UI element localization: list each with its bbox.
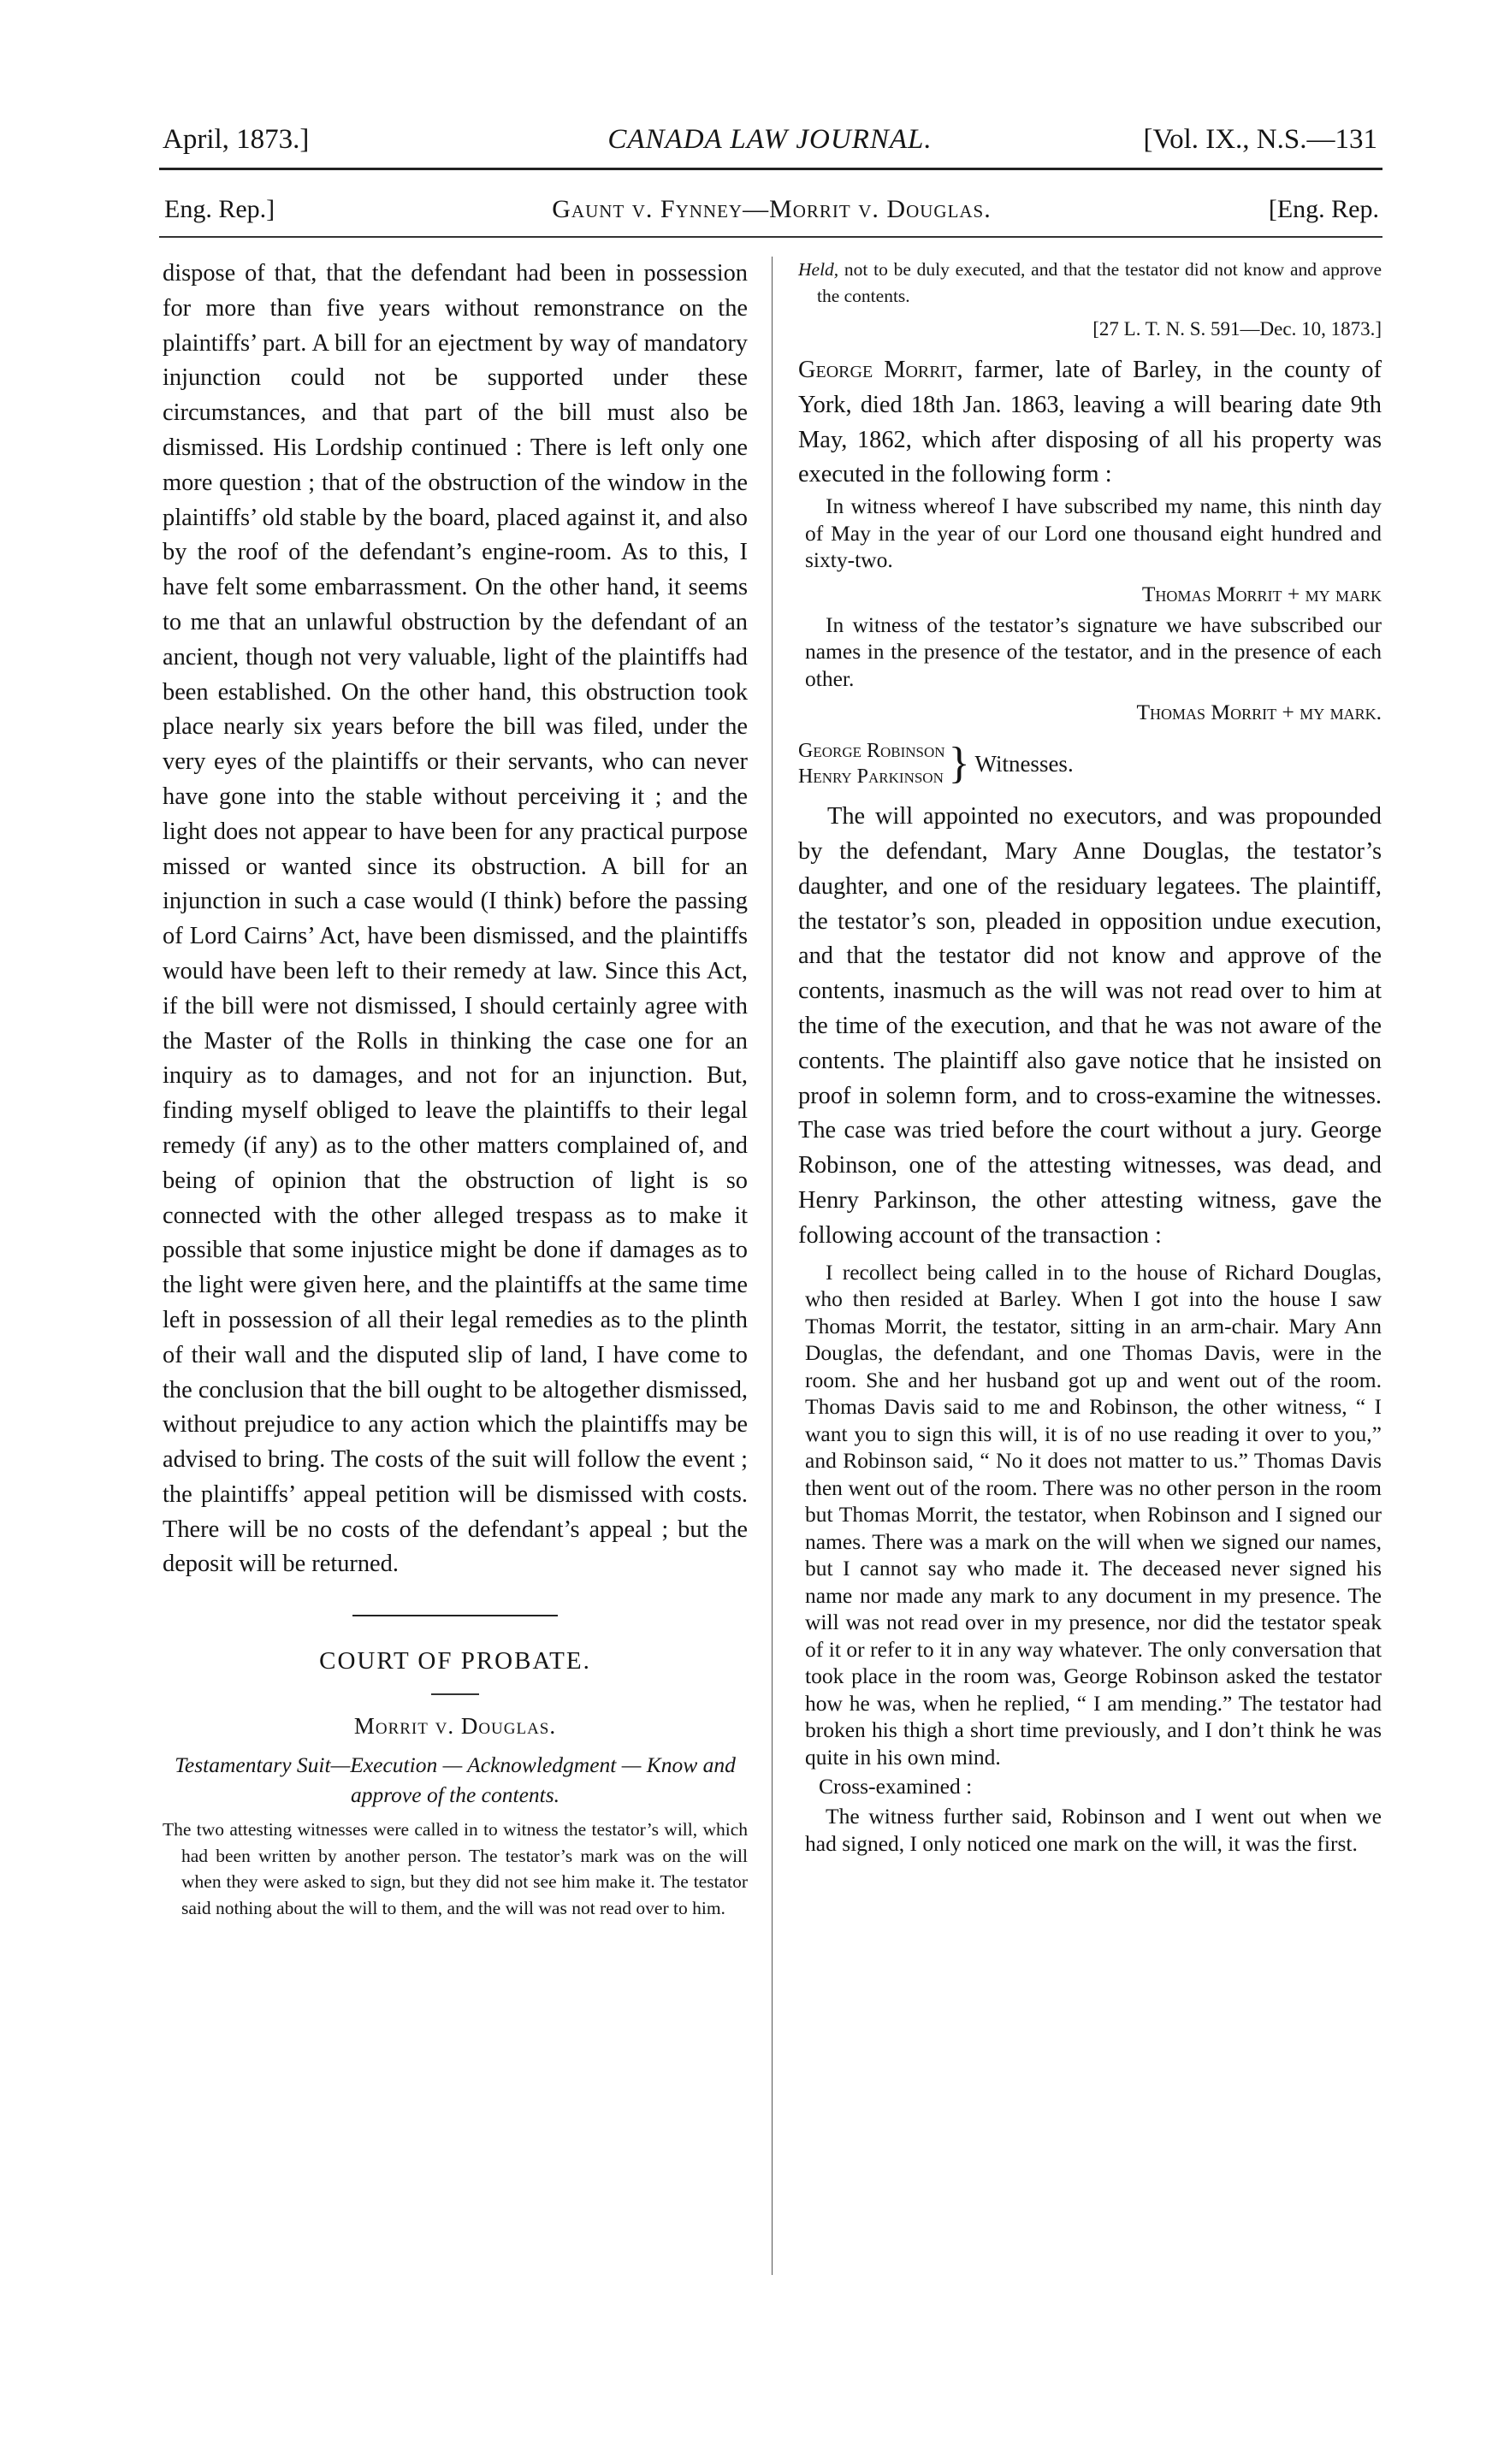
held-text: not to be duly executed, and that the testator did not know and approve the contents.: [817, 259, 1382, 306]
procedure-paragraph: The will appointed no executors, and was propounded by the defendant, Mary Anne Douglas, the testator’s daughter, and one of the residuary legatees. The plaintiff, the testator’s son, pleaded in opposition undue execution, and that the testator did not know and approve of the contents, inasmuch as the will was not read over to him at the time of the execution, and that he was not aware of the contents. The plaintiff also gave notice that he insisted on proof in solemn form, and to cross-examine the witnesses. The case was tried before the court without a jury. George Robinson, one of the attesting witnesses, was dead, and Henry Parkinson, the other attesting witness, gave the following account of the transaction :: [798, 803, 1382, 1249]
witness-block: [798, 738, 1382, 789]
section-label-right: [Eng. Rep.: [1268, 195, 1379, 223]
case-title: Morrit v. Douglas.: [353, 1713, 557, 1740]
section-head: [164, 190, 1379, 229]
right-column: [798, 257, 1382, 1857]
testator-name: George Morrit,: [798, 357, 963, 383]
case-names: Gaunt v. Fynney—Morrit v. Douglas.: [552, 195, 992, 223]
column-divider: [772, 257, 773, 2275]
witnesses-label: Witnesses.: [974, 750, 1074, 777]
testator-signature-2: Thomas Morrit + my mark.: [1136, 700, 1382, 725]
witness-parkinson: Henry Parkinson: [798, 765, 944, 789]
held-label: Held,: [798, 259, 839, 280]
witness-robinson: George Robinson: [798, 740, 945, 763]
journal-title: CANADA LAW JOURNAL.: [607, 124, 932, 155]
opening-paragraph: [798, 353, 1382, 493]
cross-examined-label: Cross-examined :: [819, 1774, 973, 1799]
will-clause-2: In witness of the testator’s signature we have subscribed our names in the presence of the testator, and in the presence of each other.: [805, 612, 1382, 691]
section-divider: [352, 1615, 558, 1616]
headnote-text: The two attesting witnesses were called in to witness the testator’s will, which had been written by another person. The testator’s mark was on the will when they were asked to sign, but they did not see him make it. The testator said nothing about the will to them, and the will was not read over to him.: [163, 1819, 748, 1918]
left-column: [163, 257, 748, 1921]
opening-text: farmer, late of Barley, in the county of York, died 18th Jan. 1863, leaving a will bearing date 9th May, 1862, which after disposing of all his property was executed in the following form :: [798, 357, 1382, 488]
issue-date: April, 1873.]: [163, 124, 310, 155]
cross-examination-text: The witness further said, Robinson and I went out when we had signed, I only noticed one mark on the will, it was the first.: [805, 1804, 1382, 1856]
court-heading: COURT OF PROBATE.: [319, 1647, 591, 1675]
held-note: [798, 257, 1382, 309]
short-divider: [431, 1693, 479, 1695]
judgment-paragraph: dispose of that, that the defendant had been in possession for more than five years without remonstrance on the plaintiffs’ part. A bill for an ejectment by way of mandatory injunction could not be supported under these circumstances, and that part of the bill must also be dismissed. His Lordship continued : There is left only one more question ; that of the obstruction of the window in the plaintiffs’ old stable by the board, placed against it, and also by the roof of the defendant’s engine-room. As to this, I have felt some embarrassment. On the other hand, it seems to me that an unlawful obstruction by the defendant of an ancient, though not very valuable, light of the plaintiffs had been established. On the other hand, this obstruction took place nearly six years before the bill was filed, under the very eyes of the plaintiffs or their servants, who can never have gone into the stable without perceiving it ; and the light does not appear to have been for any practical purpose missed or wanted since its obstruction. A bill for an injunction in such a case would (I think) before the passing of Lord Cairns’ Act, have been dismissed, and the plaintiffs would have been left to their remedy at law. Since this Act, if the bill were not dismissed, I should certainly agree with the Master of the Rolls in thinking the case one for an inquiry as to damages, and not for an injunction. But, finding myself obliged to leave the plaintiffs to their legal remedy (if any) as to the other matters complained of, and being of opinion that the obstruction of light is so connected with the other alleged trespass as to make it possible that some injustice might be done if damages as to the light were given here, and the plaintiffs at the same time left in possession of all their legal remedies as to the plinth of their wall and the disputed slip of land, I have come to the conclusion that the bill ought to be altogether dismissed, without prejudice to any action which the plaintiffs may be advised to bring. The costs of the suit will follow the event ; the plaintiffs’ appeal petition will be dismissed with costs. There will be no costs of the defendant’s appeal ; but the deposit will be returned.: [163, 260, 748, 1578]
subheader-rule: [159, 236, 1382, 238]
witness-testimony: I recollect being called in to the house of Richard Douglas, who then resided at Barley. When I got into the house I saw Thomas Morrit, the testator, sitting in an arm-chair. Mary Ann Douglas, the defendant, and one Thomas Davis, were in the room. She and her husband got up and went out of the room. Thomas Davis said to me and Robinson, the other witness, “ I want you to sign this will, it is of no use reading it over to you,” and Robinson said, “ No it does not matter to us.” Thomas Davis then went out of the room. There was no other person in the room but Thomas Morrit, the testator, when Robinson and I signed our names. There was a mark on the will when we signed our names, but I cannot say who made it. The deceased never signed his name nor made any mark to any document in my presence. The will was not read over in my presence, nor did the testator speak of it or refer to it in any way whatever. The only conversation that took place in the room was, George Robinson asked the testator how he was, when he replied, “ I am mending.” The testator had broken his thigh a short time previously, and I don’t think he was quite in his own mind.: [805, 1259, 1382, 1770]
testator-signature-1: Thomas Morrit + my mark: [1141, 581, 1382, 606]
will-clause-1: In witness whereof I have subscribed my name, this ninth day of May in the year of our Lord one thousand eight hundred and sixty-two.: [805, 493, 1382, 573]
volume-page: [Vol. IX., N.S.—131: [1143, 124, 1377, 155]
headnote-subject: Testamentary Suit—Execution — Acknowledgment — Know and approve of the contents.: [175, 1752, 736, 1808]
citation: [27 L. T. N. S. 591—Dec. 10, 1873.]: [1092, 318, 1382, 340]
running-head: [163, 118, 1377, 161]
header-rule: [159, 168, 1382, 170]
witness-names: [798, 738, 945, 789]
section-label-left: Eng. Rep.]: [164, 195, 275, 223]
brace-glyph: }: [948, 739, 970, 789]
